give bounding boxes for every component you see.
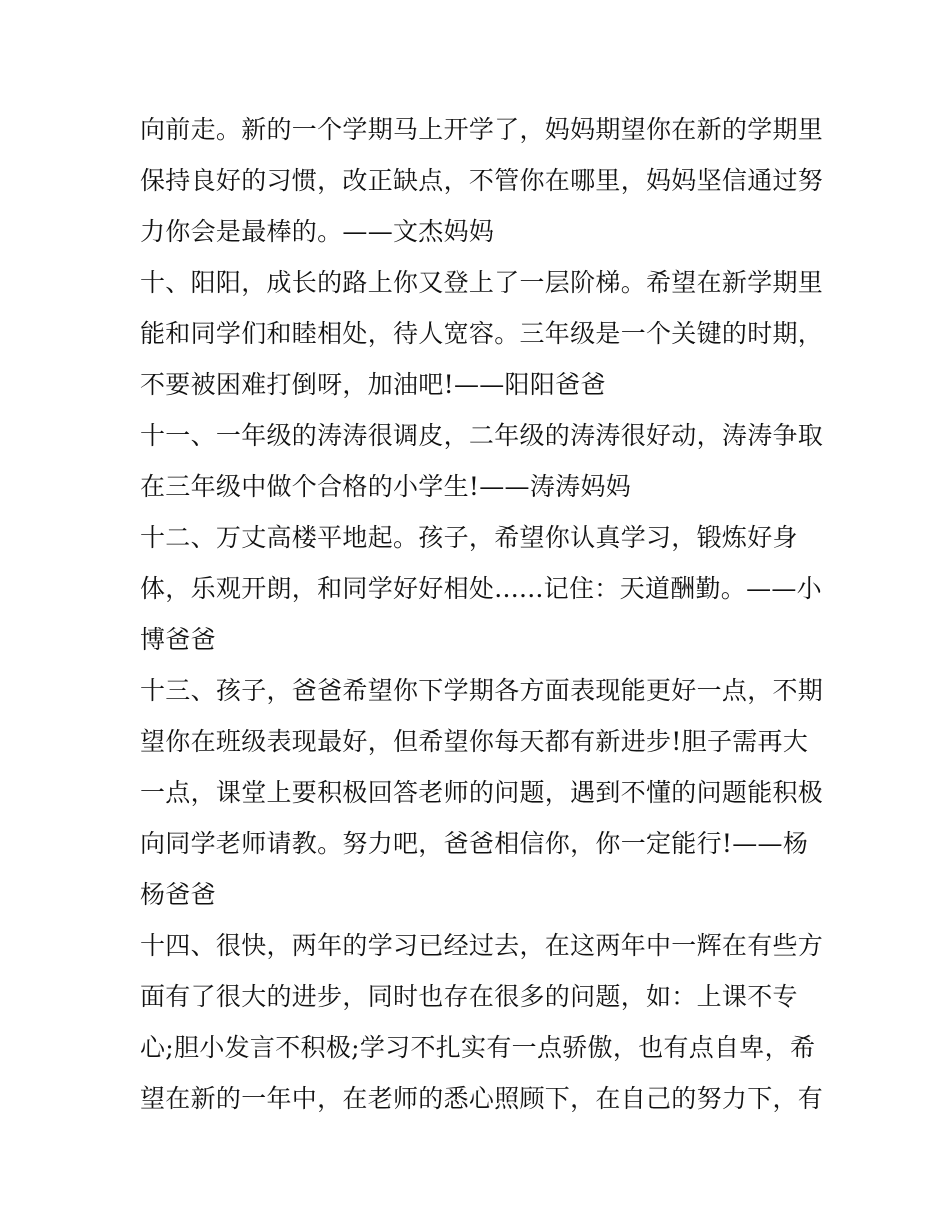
text-line: 保持良好的习惯，改正缺点，不管你在哪里，妈妈坚信通过努 xyxy=(140,166,824,195)
text-line: 十三、孩子，爸爸希望你下学期各方面表现能更好一点，不期 xyxy=(140,676,824,705)
text-line: 望在新的一年中，在老师的悉心照顾下，在自己的努力下，有 xyxy=(140,1084,824,1113)
text-line: 面有了很大的进步，同时也存在很多的问题，如：上课不专 xyxy=(140,982,798,1011)
text-line: 不要被困难打倒呀，加油吧!——阳阳爸爸 xyxy=(140,370,606,399)
text-line: 向前走。新的一个学期马上开学了，妈妈期望你在新的学期里 xyxy=(140,115,824,144)
text-line: 十四、很快，两年的学习已经过去，在这两年中一辉在有些方 xyxy=(140,931,824,960)
text-line: 向同学老师请教。努力吧，爸爸相信你，你一定能行!——杨 xyxy=(140,829,809,858)
text-line: 十一、一年级的涛涛很调皮，二年级的涛涛很好动，涛涛争取 xyxy=(140,421,824,450)
text-line: 在三年级中做个合格的小学生!——涛涛妈妈 xyxy=(140,472,632,501)
text-line: 十二、万丈高楼平地起。孩子，希望你认真学习，锻炼好身 xyxy=(140,523,798,552)
text-line: 心;胆小发言不积极;学习不扎实有一点骄傲，也有点自卑，希 xyxy=(140,1033,816,1062)
text-line: 能和同学们和睦相处，待人宽容。三年级是一个关键的时期， xyxy=(140,319,824,348)
document-body xyxy=(140,104,824,1124)
text-line: 杨爸爸 xyxy=(140,880,216,909)
text-line: 体，乐观开朗，和同学好好相处......记住：天道酬勤。——小 xyxy=(140,574,822,603)
text-line: 一点，课堂上要积极回答老师的问题，遇到不懂的问题能积极 xyxy=(140,778,824,807)
text-line: 博爸爸 xyxy=(140,625,216,654)
text-line: 望你在班级表现最好，但希望你每天都有新进步!胆子需再大 xyxy=(140,727,809,756)
text-line: 力你会是最棒的。——文杰妈妈 xyxy=(140,217,495,246)
text-line: 十、阳阳，成长的路上你又登上了一层阶梯。希望在新学期里 xyxy=(140,268,824,297)
